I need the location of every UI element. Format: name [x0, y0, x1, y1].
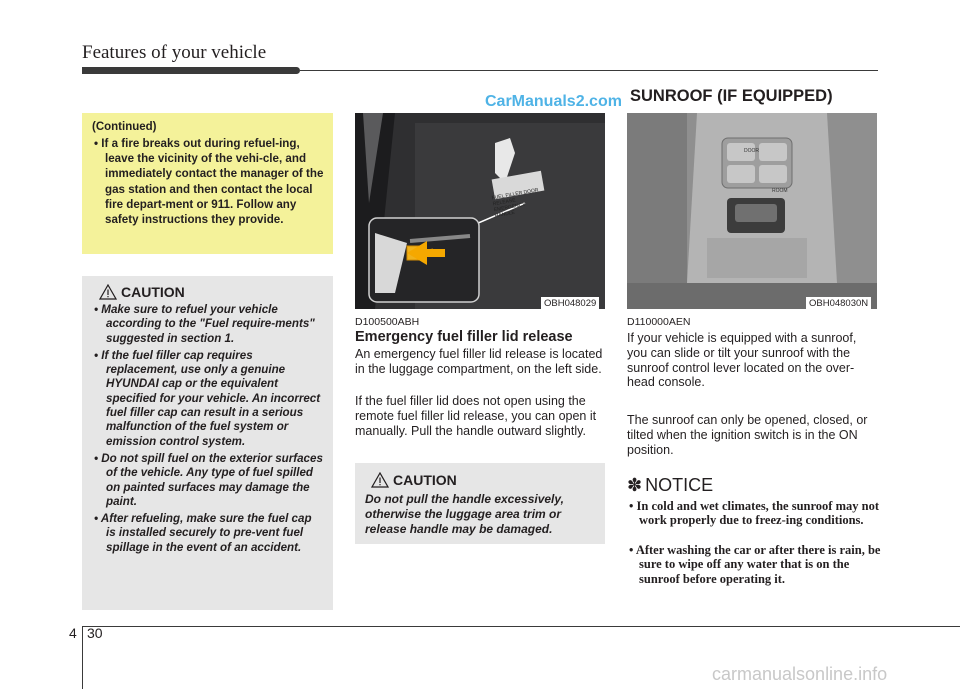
paragraph: The sunroof can only be opened, closed, or tilted when the ignition switch is in the ON position.	[627, 413, 868, 457]
paragraph: If your vehicle is equipped with a sunroof, you can slide or tilt your sunroof with the sunroof control lever located on the over-head console.	[627, 331, 857, 390]
caution-heading: CAUTION	[92, 284, 324, 300]
sunroof-console-illustration	[627, 113, 877, 309]
section-heading: Emergency fuel filler lid release	[355, 329, 573, 345]
watermark-top[interactable]: CarManuals2.com	[485, 93, 622, 110]
page-number: 30	[87, 625, 103, 641]
caution-item: • If the fuel filler cap requires replacement, use only a genuine HYUNDAI cap or the equivalent specified for your vehicle. An incorrect fuel filler cap can result in a serious malfunction of the fuel system or emission control system.	[94, 348, 321, 448]
caution-item: • After refueling, make sure the fuel cap is installed securely to pre-vent fuel spillage in the event of an accident.	[94, 512, 312, 554]
footer-rule	[82, 626, 960, 627]
caution-text: Do not pull the handle excessively, otherwise the luggage area trim or release handle may be damaged.	[365, 492, 564, 536]
fuel-release-tag-text: FUEL FILLER DOOR RELEASE EMERGENCY HANDLE	[491, 187, 539, 220]
caution-item: • Do not spill fuel on the exterior surfaces of the vehicle. Any type of fuel spilled on painted surfaces may damage the paint.	[94, 451, 323, 508]
paragraph: If the fuel filler lid does not open using the remote fuel filler lid release, you can open it manually. Pull the handle outward slightly.	[355, 394, 597, 438]
paragraph: An emergency fuel filler lid release is located in the luggage compartment, on the left side.	[355, 347, 603, 376]
sunroof-console-photo	[627, 113, 877, 309]
footer-divider	[82, 626, 83, 689]
continued-warning-box	[82, 113, 333, 254]
warning-triangle-icon	[99, 284, 117, 300]
continued-label: (Continued)	[92, 121, 157, 133]
photo-label: OBH048030N	[806, 297, 871, 310]
notice-heading: ✽ NOTICE	[627, 475, 714, 495]
asterisk-icon: ✽	[627, 475, 643, 495]
fuel-release-illustration	[355, 113, 605, 309]
photo-label: OBH048029	[541, 297, 599, 310]
notice-item: • In cold and wet climates, the sunroof may not work properly due to freez-ing conditions.	[629, 499, 879, 528]
caution-heading: CAUTION	[365, 472, 596, 488]
caution-item: • Make sure to refuel your vehicle according to the "Fuel require-ments" suggested in section 1.	[94, 303, 315, 345]
warning-triangle-icon	[371, 472, 389, 488]
header-rule	[300, 70, 878, 71]
section-code: D110000AEN	[627, 316, 691, 328]
caution-box-left	[82, 276, 333, 610]
caution-box-middle	[355, 463, 605, 544]
header-bar	[82, 67, 300, 74]
console-btn-label: ROOM	[772, 188, 788, 194]
continued-item: • If a fire breaks out during refuel-ing, leave the vicinity of the vehi-cle, and immediately contact the manager of the gas station and then contact the local fire depart-ment or 911. Follow any safety instructions they provide.	[94, 137, 324, 227]
watermark-bottom[interactable]: carmanualsonline.info	[712, 664, 888, 684]
page-header-title: Features of your vehicle	[82, 42, 267, 63]
section-code: D100500ABH	[355, 316, 420, 328]
notice-item: • After washing the car or after there is rain, be sure to wipe off any water that is on the sunroof before operating it.	[629, 543, 881, 586]
fuel-release-handle-photo	[355, 113, 605, 309]
page-section-number: 4	[69, 625, 77, 641]
console-btn-label: DOOR	[744, 148, 759, 154]
section-title: SUNROOF (IF EQUIPPED)	[630, 87, 833, 105]
